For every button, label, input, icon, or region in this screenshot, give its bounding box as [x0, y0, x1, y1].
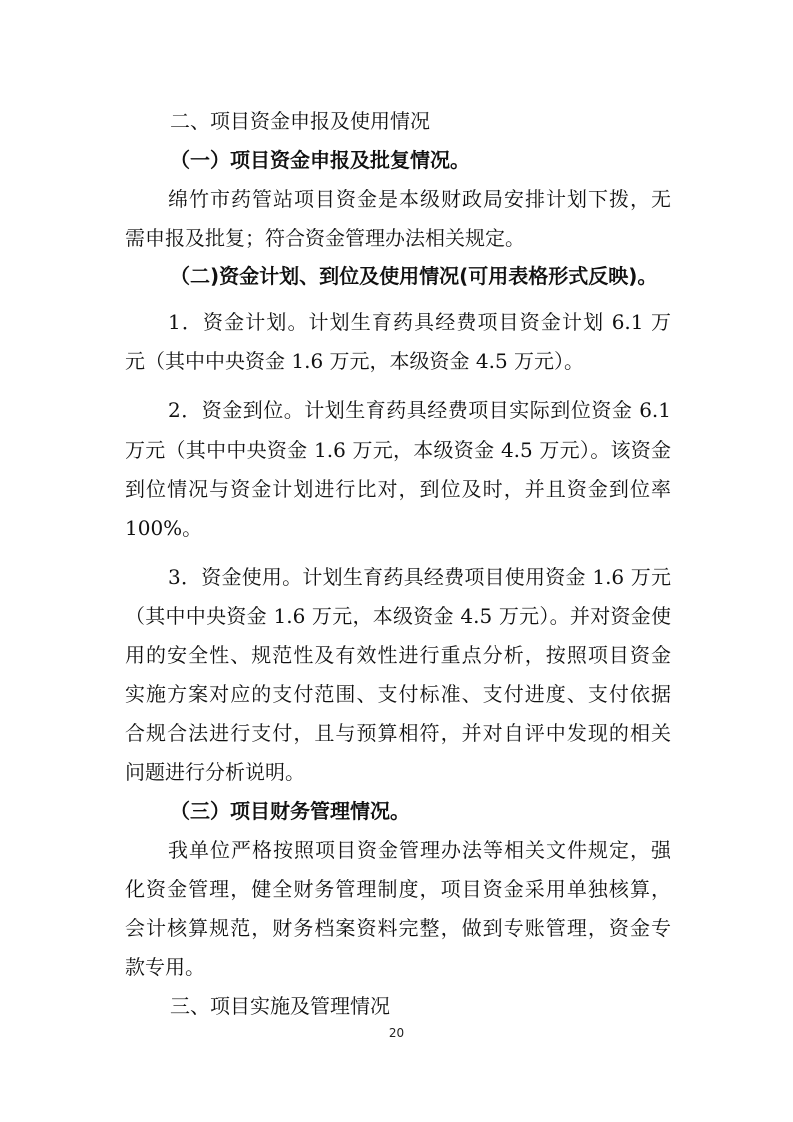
paragraph-line: 到位情况与资金计划进行比对，到位及时，并且资金到位率: [125, 477, 671, 501]
paragraph-line: 款专用。: [125, 955, 205, 979]
section-three-heading: 三、项目实施及管理情况: [170, 994, 390, 1018]
paragraph-line: 1．资金计划。计划生育药具经费项目资金计划 6.1 万: [168, 310, 671, 334]
paragraph-line: 2．资金到位。计划生育药具经费项目实际到位资金 6.1: [168, 398, 671, 422]
paragraph-line: 需申报及批复；符合资金管理办法相关规定。: [125, 226, 525, 250]
paragraph-line: 万元（其中中央资金 1.6 万元，本级资金 4.5 万元）。该资金: [125, 438, 671, 462]
paragraph-line: 问题进行分析说明。: [125, 760, 305, 784]
paragraph-line: 用的安全性、规范性及有效性进行重点分析，按照项目资金: [125, 643, 671, 667]
subsection-two-heading: （二)资金计划、到位及使用情况(可用表格形式反映)。: [170, 264, 658, 288]
paragraph-line: 化资金管理，健全财务管理制度，项目资金采用单独核算，: [125, 877, 671, 901]
paragraph-line: 元（其中中央资金 1.6 万元，本级资金 4.5 万元）。: [125, 349, 585, 373]
paragraph-line: （其中中央资金 1.6 万元，本级资金 4.5 万元）。并对资金使: [125, 604, 671, 628]
page-number: 20: [388, 1026, 405, 1040]
paragraph-line: 3．资金使用。计划生育药具经费项目使用资金 1.6 万元: [168, 565, 671, 589]
subsection-three-heading: （三）项目财务管理情况。: [170, 799, 410, 823]
paragraph-line: 100%。: [125, 516, 203, 540]
subsection-one-heading: （一）项目资金申报及批复情况。: [170, 148, 470, 172]
paragraph-line: 绵竹市药管站项目资金是本级财政局安排计划下拨，无: [168, 187, 671, 211]
paragraph-line: 合规合法进行支付，且与预算相符，并对自评中发现的相关: [125, 721, 671, 745]
paragraph-line: 实施方案对应的支付范围、支付标准、支付进度、支付依据: [125, 682, 671, 706]
paragraph-line: 我单位严格按照项目资金管理办法等相关文件规定，强: [168, 838, 671, 862]
section-two-heading: 二、项目资金申报及使用情况: [170, 109, 430, 133]
paragraph-line: 会计核算规范，财务档案资料完整，做到专账管理，资金专: [125, 916, 671, 940]
